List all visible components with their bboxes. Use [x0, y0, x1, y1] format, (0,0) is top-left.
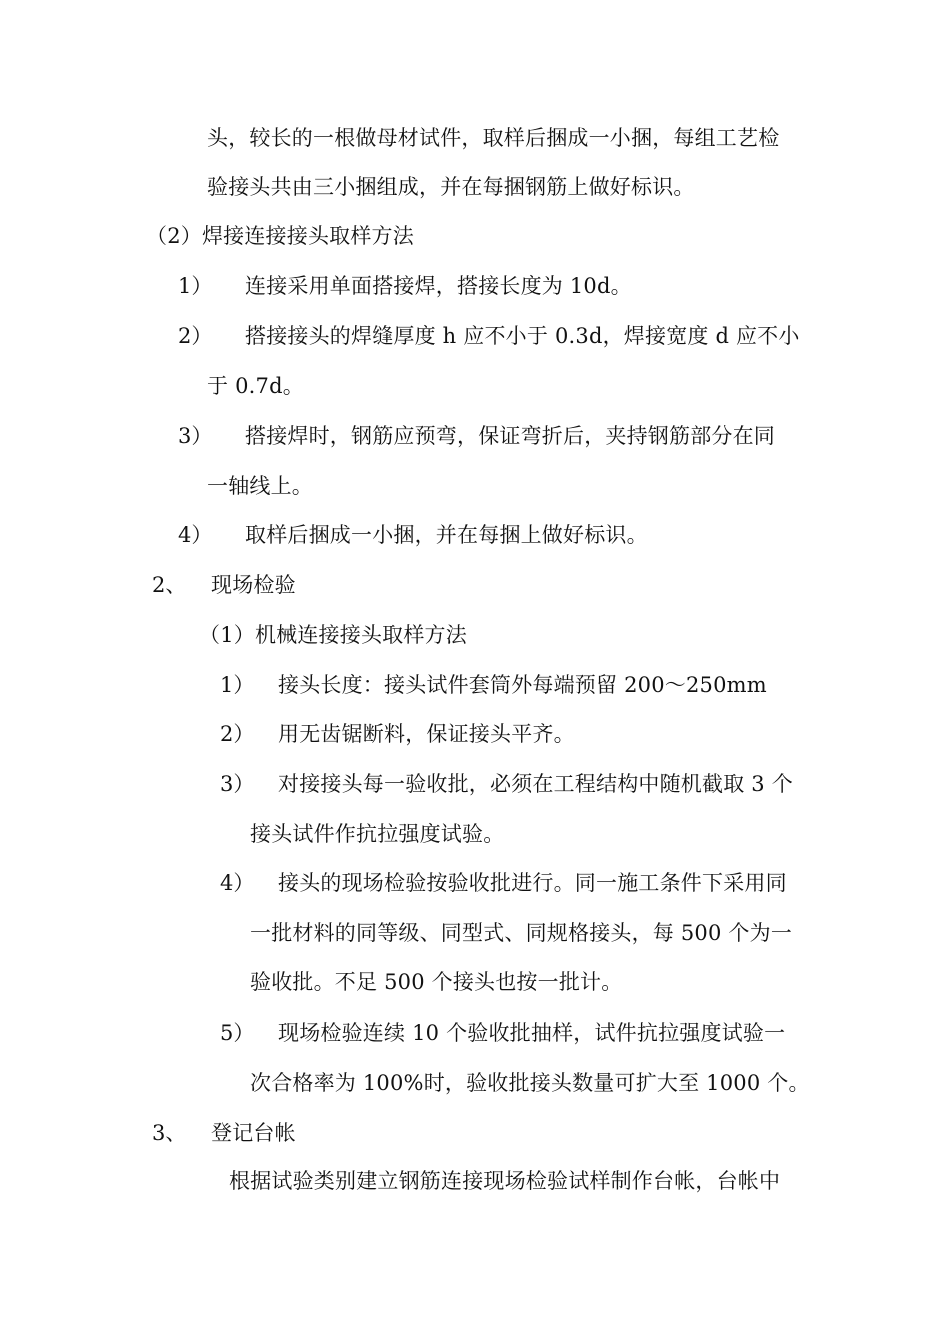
subsection-heading: （1）机械连接接头取样方法 [199, 623, 467, 647]
section-number: 2、 [152, 573, 187, 597]
list-item-continuation: 于 0.7d。 [207, 374, 304, 398]
list-item-continuation: 一批材料的同等级、同型式、同规格接头，每 500 个为一 [250, 921, 793, 945]
paragraph-line: 验接头共由三小捆组成，并在每捆钢筋上做好标识。 [207, 175, 695, 199]
paragraph-line: 头，较长的一根做母材试件，取样后捆成一小捆，每组工艺检 [207, 126, 780, 150]
list-item-number: 4） [220, 871, 255, 895]
list-item-text: 现场检验连续 10 个验收批抽样，试件抗拉强度试验一 [278, 1021, 786, 1045]
list-item-continuation: 次合格率为 100%时，验收批接头数量可扩大至 1000 个。 [250, 1071, 810, 1095]
list-item-number: 4） [178, 523, 213, 547]
list-item-continuation: 接头试件作抗拉强度试验。 [250, 822, 505, 846]
section-heading: 登记台帐 [211, 1121, 296, 1145]
list-item-text: 搭接接头的焊缝厚度 h 应不小于 0.3d，焊接宽度 d 应不小 [245, 324, 800, 348]
list-item-text: 接头的现场检验按验收批进行。同一施工条件下采用同 [278, 871, 787, 895]
section-number: 3、 [152, 1121, 187, 1145]
list-item-number: 2） [178, 324, 213, 348]
list-item-text: 用无齿锯断料，保证接头平齐。 [278, 722, 575, 746]
list-item-number: 1） [220, 673, 255, 697]
section-heading: 现场检验 [211, 573, 296, 597]
list-item-text: 对接接头每一验收批，必须在工程结构中随机截取 3 个 [278, 772, 793, 796]
list-item-number: 5） [220, 1021, 255, 1045]
list-item-text: 取样后捆成一小捆，并在每捆上做好标识。 [245, 523, 648, 547]
list-item-number: 1） [178, 274, 213, 298]
list-item-continuation: 验收批。不足 500 个接头也按一批计。 [250, 970, 623, 994]
subsection-heading: （2）焊接连接接头取样方法 [146, 224, 414, 248]
list-item-number: 3） [178, 424, 213, 448]
list-item-number: 3） [220, 772, 255, 796]
paragraph-line: 根据试验类别建立钢筋连接现场检验试样制作台帐，台帐中 [229, 1169, 781, 1193]
list-item-continuation: 一轴线上。 [207, 474, 313, 498]
list-item-text: 连接采用单面搭接焊，搭接长度为 10d。 [245, 274, 632, 298]
list-item-text: 接头长度：接头试件套筒外每端预留 200～250mm [278, 673, 767, 697]
list-item-text: 搭接焊时，钢筋应预弯，保证弯折后，夹持钢筋部分在同 [245, 424, 775, 448]
list-item-number: 2） [220, 722, 255, 746]
